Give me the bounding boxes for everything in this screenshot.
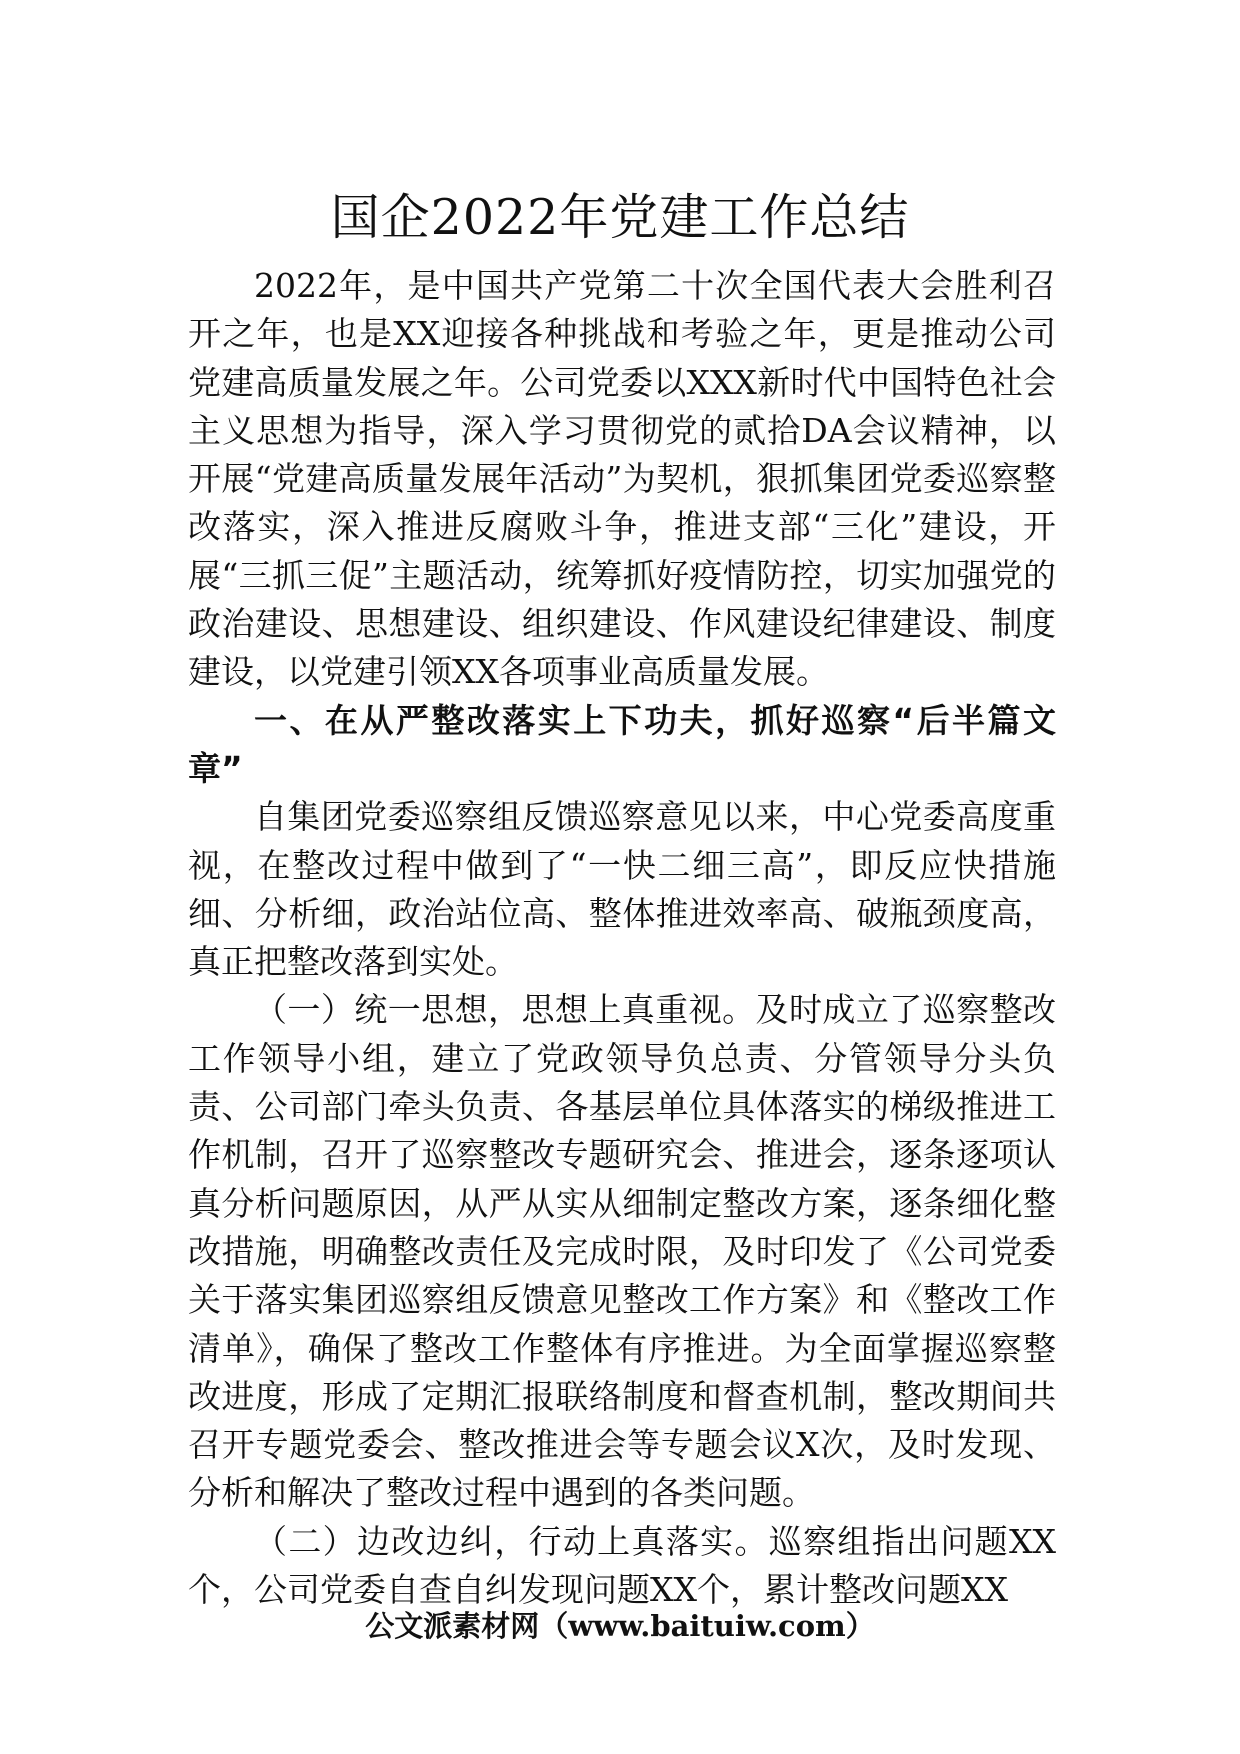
intro-paragraph: 2022年，是中国共产党第二十次全国代表大会胜利召开之年，也是XX迎接各种挑战和考验之年，更是推动公司党建高质量发展之年。公司党委以XXX新时代中国特色社会主义思想为指导，深入学习贯彻党的贰拾DA会议精神，以开展“党建高质量发展年活动”为契机，狠抓集团党委巡察整改落实，深入推进反腐败斗争，推进支部“三化”建设，开展“三抓三促”主题活动，统筹抓好疫情防控，切实加强党的政治建设、思想建设、组织建设、作风建设纪律建设、制度建设，以党建引领XX各项事业高质量发展。 bbox=[188, 266, 1056, 692]
section-paragraph: 自集团党委巡察组反馈巡察意见以来，中心党委高度重视，在整改过程中做到了“一快二细三高”，即反应快措施细、分析细，政治站位高、整体推进效率高、破瓶颈度高，真正把整改落到实处。 bbox=[188, 797, 1056, 982]
section-heading: 一、在从严整改落实上下功夫，抓好巡察“后半篇文章” bbox=[188, 700, 1056, 788]
footer-watermark: 公文派素材网（www.baituiw.com） bbox=[365, 1609, 875, 1643]
document-body bbox=[188, 262, 1056, 1614]
subsection-paragraph-1: （一）统一思想，思想上真重视。及时成立了巡察整改工作领导小组，建立了党政领导负总责、分管领导分头负责、公司部门牵头负责、各基层单位具体落实的梯级推进工作机制，召开了巡察整改专题研究会、推进会，逐条逐项认真分析问题原因，从严从实从细制定整改方案，逐条细化整改措施，明确整改责任及完成时限，及时印发了《公司党委关于落实集团巡察组反馈意见整改工作方案》和《整改工作清单》，确保了整改工作整体有序推进。为全面掌握巡察整改进度，形成了定期汇报联络制度和督查机制，整改期间共召开专题党委会、整改推进会等专题会议X次，及时发现、分析和解决了整改过程中遇到的各类问题。 bbox=[188, 990, 1056, 1513]
subsection-paragraph-2: （二）边改边纠，行动上真落实。巡察组指出问题XX个，公司党委自查自纠发现问题XX个，累计整改问题XX bbox=[188, 1521, 1056, 1610]
document-title: 国企2022年党建工作总结 bbox=[330, 189, 910, 246]
